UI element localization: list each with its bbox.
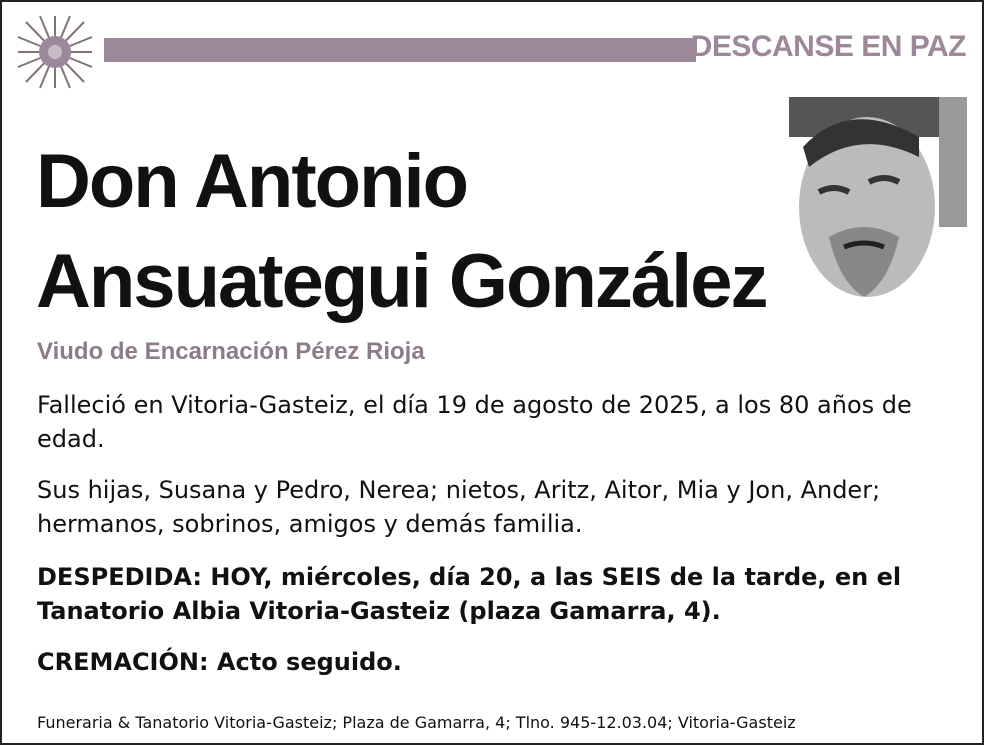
header-bar	[104, 38, 696, 62]
funeral-home-footer: Funeraria & Tanatorio Vitoria-Gasteiz; Plaza de Gamarra, 4; Tlno. 945-12.03.04; Vitoria-Gasteiz	[37, 713, 796, 732]
farewell-paragraph: DESPEDIDA: HOY, miércoles, día 20, a las SEIS de la tarde, en el Tanatorio Albia Vitoria-Gasteiz (plaza Gamarra, 4).	[37, 563, 902, 625]
family-paragraph: Sus hijas, Susana y Pedro, Nerea; nietos, Aritz, Aitor, Mia y Jon, Ander; hermanos, sobrinos, amigos y demás familia.	[37, 476, 881, 538]
name-line-2: Ansuategui González	[36, 239, 767, 324]
header-title: DESCANSE EN PAZ	[690, 30, 966, 63]
death-paragraph: Falleció en Vitoria-Gasteiz, el día 19 de agosto de 2025, a los 80 años de edad.	[37, 391, 912, 453]
deceased-photo	[789, 97, 967, 309]
name-line-1: Don Antonio	[36, 139, 468, 224]
flower-emblem-icon	[12, 12, 98, 92]
cremation-paragraph: CREMACIÓN: Acto seguido.	[37, 648, 402, 676]
deceased-name	[36, 132, 767, 332]
spouse-line: Viudo de Encarnación Pérez Rioja	[37, 338, 425, 365]
